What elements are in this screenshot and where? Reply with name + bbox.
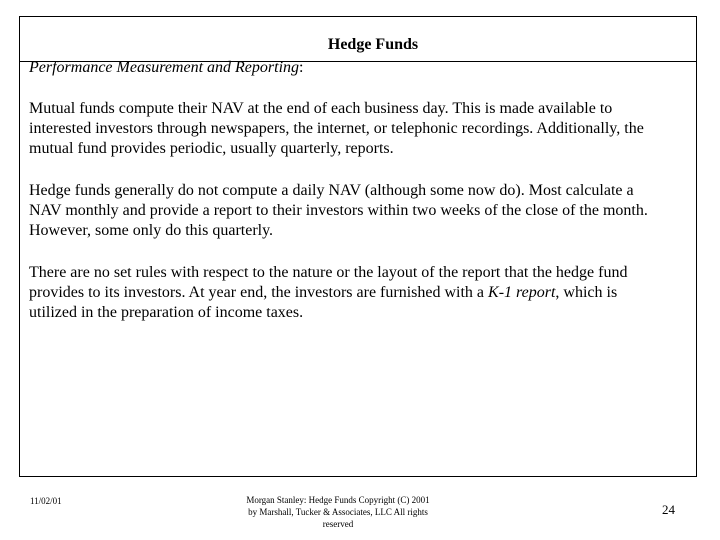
paragraph3-after: , which is utilized in the preparation of income taxes. <box>29 284 618 321</box>
footer-credit-line1: Morgan Stanley: Hedge Funds Copyright (C) 2001 <box>246 495 430 505</box>
slide-title: Hedge Funds <box>327 36 419 53</box>
footer-date: 11/02/01 <box>30 496 62 506</box>
paragraph-hedge-funds-nav: Hedge funds generally do not compute a daily NAV (although some now do). Most calculate a NAV monthly and provide a report to their investors within two weeks of the close of the month. However, some only do this quarterly. <box>29 182 648 239</box>
footer-credit-line3: reserved <box>322 519 354 529</box>
k1-report-emphasis: K-1 report <box>488 284 556 301</box>
page-number: 24 <box>662 502 675 517</box>
paragraph3-before: There are no set rules with respect to the nature or the layout of the report that the hedge fund provides to its investors. At year end, the investors are furnished with a <box>29 264 628 301</box>
section-heading-text: Performance Measurement and Reporting <box>29 59 300 76</box>
paragraph-mutual-funds: Mutual funds compute their NAV at the end of each business day. This is made available to interested investors through newspapers, the internet, or telephonic recordings. Additionally, the mutual fund provides periodic, usually quarterly, reports. <box>29 100 644 157</box>
slide-content <box>29 58 649 345</box>
footer-credit-line2: by Marshall, Tucker & Associates, LLC All rights <box>248 507 428 517</box>
footer-credit <box>222 494 454 530</box>
paragraph-reporting-rules <box>29 263 649 323</box>
title-bar <box>20 17 696 62</box>
section-heading-colon: : <box>299 59 304 76</box>
section-heading <box>29 58 649 78</box>
